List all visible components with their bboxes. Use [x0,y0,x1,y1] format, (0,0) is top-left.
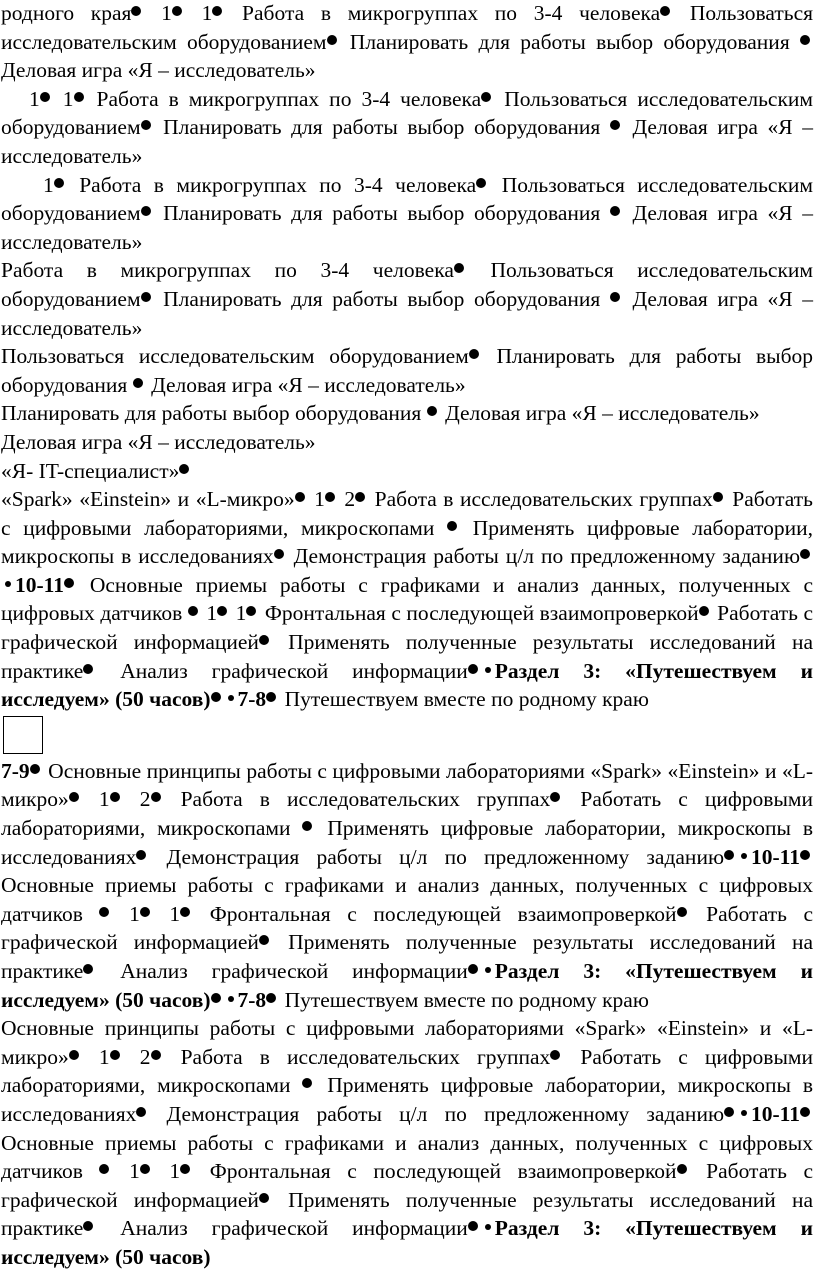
bullet-icon [800,1107,810,1117]
text-run: Основные принципы работы с цифровыми лабораториями «Spark» «Einstein» и «L-микро» [1,758,813,812]
text-run: Пользоваться исследовательским оборудованием [1,258,813,311]
bullet-icon [713,492,723,502]
text-run: 1 [52,86,74,111]
bullet-icon [266,692,276,702]
bullet-icon [179,464,189,474]
bold-text-run: Раздел 3: «Путешествуем и исследуем» (50 часов) [1,959,813,1012]
text-run: Фронтальная с последующей взаимопроверкой [193,901,677,926]
bullet-icon [83,1221,93,1231]
text-run: Путешествуем вместе по родному краю [279,687,649,712]
text-run: Планировать для работы выбор оборудования [1,344,814,397]
bullet-icon [69,1050,79,1060]
text-run: Основные приемы работы с графиками и анализ данных, полученных с цифровых датчиков [1,572,813,626]
bullet-icon [110,1050,120,1060]
text-run: Планировать для работы выбор оборудования [153,115,610,140]
bold-text-run: 7-8 [237,687,267,712]
bullet-icon [151,792,161,802]
small-bullet-icon [741,1110,747,1116]
bullet-icon [800,850,810,860]
text-run: Деловая игра «Я – исследователь» [145,372,466,397]
paragraph [1,256,813,342]
paragraph [1,457,813,486]
text-run: 1 [307,487,325,512]
text-run: Работать с графической информацией [1,901,814,955]
text-run: Применять цифровые лаборатории, микроскопы в исследованиях [1,1073,814,1126]
paragraph [1,485,813,714]
bullet-icon [295,492,305,502]
text-run: Работать с графической информацией [1,601,814,655]
text-run: Работа в исследовательских группах [368,487,713,512]
bullet-icon [550,792,560,802]
text-run: Работа в исследовательских группах [163,787,551,812]
text-run: родного края [1,1,132,25]
text-run: Работа в микрогруппах по 3-4 человека [1,258,454,283]
bullet-icon [141,292,151,302]
text-run: Анализ графической информации [96,959,468,983]
text-run: Демонстрация работы ц/л по предложенному заданию [149,844,725,869]
text-run: Деловая игра «Я – исследователь» [1,286,813,340]
bullet-icon [99,1164,109,1174]
small-bullet-icon [485,1224,491,1230]
text-run: 1 [184,1,213,25]
bullet-icon [468,964,478,974]
bullet-icon [469,349,479,359]
bullet-icon [550,1050,560,1060]
text-run: Пользоваться исследовательским оборудованием [1,172,814,226]
text-run: 2 [122,1044,151,1069]
bold-text-run: Раздел 3: «Путешествуем и исследуем» (50 часов) [1,658,813,712]
paragraph [1,171,813,257]
bullet-icon [30,764,40,774]
text-run: Деловая игра «Я – исследователь» [1,115,813,168]
bold-text-run: 10-11 [15,572,64,597]
text-run: Пользоваться исследовательским оборудованием [1,1,814,54]
bullet-icon [141,120,151,130]
paragraph [1,399,813,428]
bold-text-run: Раздел 3: «Путешествуем и исследуем» (50 часов) [1,1216,813,1269]
text-run: Фронтальная с последующей взаимопроверкой [259,601,699,626]
text-run: Применять цифровые лаборатории, микроскопы в исследованиях [1,515,813,569]
text-run: 1 [112,1159,140,1184]
text-run: Работать с графической информацией [1,1159,814,1212]
bullet-icon [110,792,120,802]
text-run: 1 [152,1159,181,1184]
text-run: Основные принципы работы с цифровыми лабораториями «Spark» «Einstein» и «L-микро» [1,1016,813,1069]
bullet-icon [800,549,810,559]
bullet-icon [355,492,365,502]
bullet-icon [136,850,146,860]
text-run: Деловая игра «Я – исследователь» [1,429,316,454]
bullet-icon [69,792,79,802]
bullet-icon [136,1107,146,1117]
text-run: 1 [200,601,218,626]
bullet-icon [180,1164,190,1174]
bullet-icon [677,907,687,917]
text-run: Применять цифровые лаборатории, микроскопы в исследованиях [1,816,814,869]
text-run: 1 [43,172,54,197]
paragraph [1,0,813,85]
text-run: 2 [337,487,356,512]
bullet-icon [724,850,734,860]
bullet-icon [188,606,198,616]
small-bullet-icon [485,667,491,673]
bullet-icon [259,935,269,945]
text-run: Работать с цифровыми лабораториями, микроскопами [1,1044,814,1098]
bullet-icon [610,292,620,302]
bullet-icon [660,6,670,16]
bullet-icon [211,692,221,702]
bullet-icon [800,35,810,45]
bullet-icon [302,1078,312,1088]
bullet-icon [246,606,256,616]
text-run: Планировать для работы выбор оборудования [153,201,610,226]
bullet-icon [447,521,457,531]
bullet-icon [217,606,227,616]
text-run: Пользоваться исследовательским оборудованием [1,344,469,369]
text-run: Деловая игра «Я – исследователь» [1,201,813,254]
text-run: Демонстрация работы ц/л по предложенному заданию [286,544,801,569]
text-run: Основные приемы работы с графиками и анализ данных, полученных с цифровых датчиков [1,1130,813,1184]
text-run: Анализ графической информации [96,1216,468,1241]
text-run: Фронтальная с последующей взаимопроверкой [193,1159,677,1184]
bullet-icon [83,964,93,974]
bullet-icon [172,6,182,16]
text-run: Демонстрация работы ц/л по предложенному заданию [149,1101,725,1126]
paragraph [1,342,813,399]
text-run: «Я- IT-специалист» [1,458,180,483]
text-run: 1 [144,1,172,25]
bullet-icon [325,492,335,502]
text-run: Анализ графической информации [96,658,468,683]
bullet-icon [481,92,491,102]
text-run: Работать с цифровыми лабораториями, микроскопами [1,487,813,540]
paragraph [1,85,813,171]
bullet-icon [468,664,478,674]
text-run: 1 [81,1044,110,1069]
bold-text-run: 10-11 [751,1101,800,1126]
small-bullet-icon [228,996,234,1002]
bold-text-run: 7-8 [237,987,267,1012]
paragraph [1,1014,813,1271]
small-bullet-icon [485,967,491,973]
text-run: Деловая игра «Я – исследователь» [1,58,316,83]
bullet-icon [140,1164,150,1174]
text-run: Планировать для работы выбор оборудования [1,401,427,426]
bullet-icon [140,907,150,917]
bullet-icon [212,6,222,16]
bullet-icon [610,206,620,216]
text-run: 1 [81,787,110,812]
bullet-icon [302,821,312,831]
small-bullet-icon [741,853,747,859]
small-bullet-icon [5,581,11,587]
bullet-icon [274,549,284,559]
text-run: «Spark» «Einstein» и «L-микро» [1,487,295,512]
bullet-icon [259,1193,269,1203]
bullet-icon [476,178,486,188]
text-run: Работа в микрогруппах по 3-4 человека [86,86,482,111]
paragraph [1,757,813,1014]
text-run: 1 [230,601,247,626]
text-run: 1 [29,86,40,111]
bold-text-run: 7-9 [1,758,30,783]
bullet-icon [83,664,93,674]
bullet-icon [259,635,269,645]
bullet-icon [266,993,276,1003]
text-run: 1 [152,901,181,926]
bullet-icon [40,92,50,102]
text-run: Путешествуем вместе по родному краю [279,987,649,1012]
bullet-icon [151,1050,161,1060]
small-bullet-icon [228,695,234,701]
bullet-icon [724,1107,734,1117]
bullet-icon [141,206,151,216]
bullet-icon [699,606,709,616]
bullet-icon [133,378,143,388]
text-run: Работа в микрогруппах по 3-4 человека [66,172,477,197]
bullet-icon [327,35,337,45]
text-run: Планировать для работы выбор оборудования [153,286,610,311]
bullet-icon [64,578,74,588]
bullet-icon [677,1164,687,1174]
text-run: Основные приемы работы с графиками и анализ данных, полученных с цифровых датчиков [1,873,813,926]
text-run: 1 [112,901,140,926]
empty-box [3,716,43,754]
bullet-icon [131,6,141,16]
text-run: Работать с цифровыми лабораториями, микроскопами [1,787,814,841]
bullet-icon [211,993,221,1003]
paragraph [1,428,813,457]
bullet-icon [99,907,109,917]
bullet-icon [468,1221,478,1231]
text-run: Работа в исследовательских группах [163,1044,551,1069]
text-run: Работа в микрогруппах по 3-4 человека [225,1,661,25]
bullet-icon [427,406,437,416]
bullet-icon [54,178,64,188]
text-run: Планировать для работы выбор оборудования [339,29,800,54]
bullet-icon [74,92,84,102]
bold-text-run: 10-11 [751,844,800,869]
text-run: Пользоваться исследовательским оборудованием [1,86,814,140]
bullet-icon [610,120,620,130]
bullet-icon [180,907,190,917]
text-run: Применять полученные результаты исследований на практике [1,630,813,683]
text-run: Применять полученные результаты исследований на практике [1,1187,813,1241]
bullet-icon [454,263,464,273]
text-run: Деловая игра «Я – исследователь» [439,401,760,426]
text-run: 2 [122,787,151,812]
text-run: Применять полученные результаты исследований на практике [1,930,813,983]
